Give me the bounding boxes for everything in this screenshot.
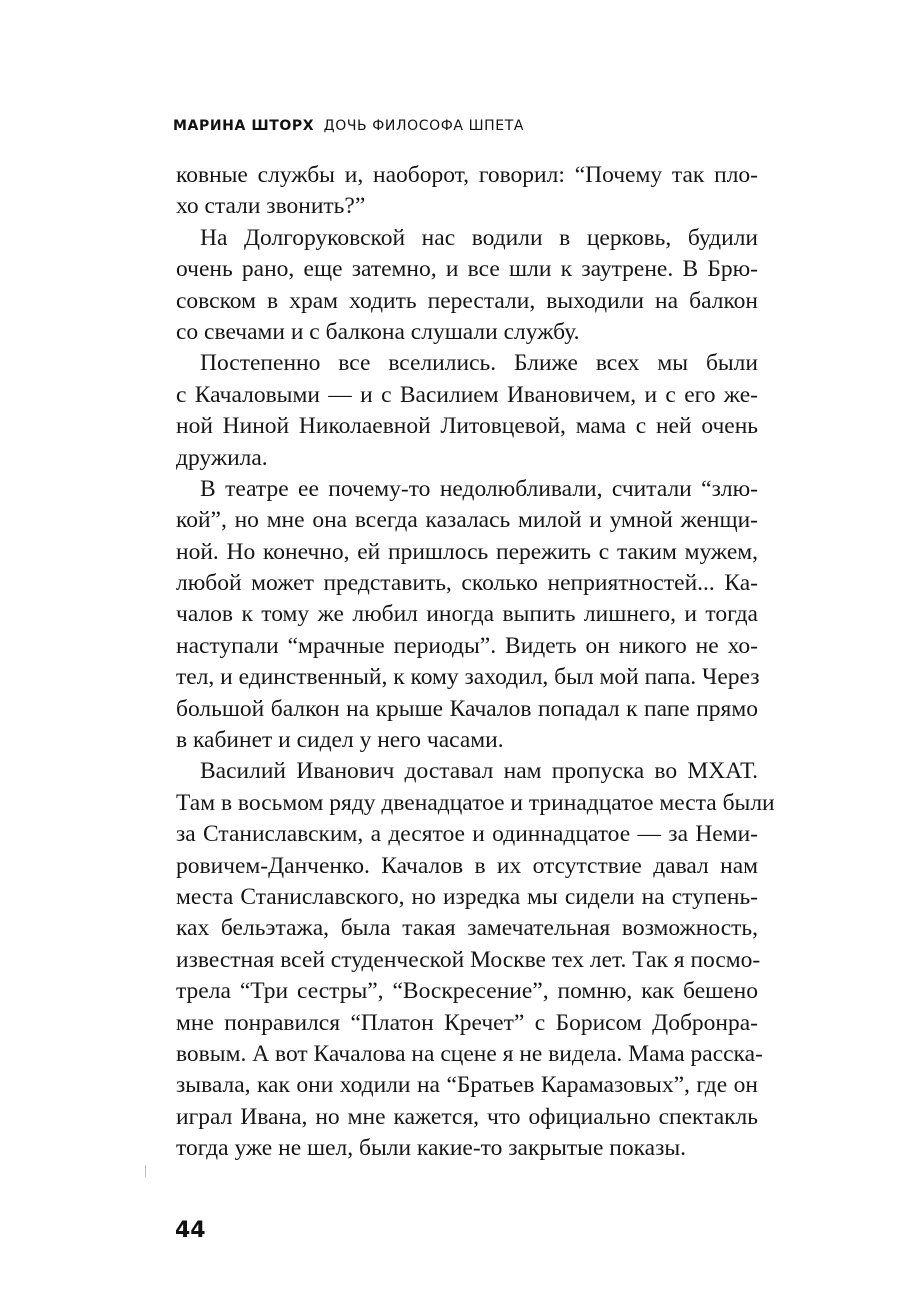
text-line: мне понравился “Платон Кречет” с Борисом Добронра- xyxy=(176,1009,758,1036)
text-line: большой балкон на крыше Качалов попадал к папе прямо xyxy=(176,695,758,722)
text-line: ках бельэтажа, была такая замечательная возможность, xyxy=(176,915,758,942)
text-line: В театре ее почему-то недолюбливали, считали “злю- xyxy=(200,475,758,502)
text-line: места Станиславского, но изредка мы сидели на ступень- xyxy=(176,883,758,910)
running-head-author: МАРИНА ШТОРХ xyxy=(173,118,315,134)
text-line: ковные службы и, наоборот, говорил: “Почему так пло- xyxy=(176,162,758,188)
text-line: с Качаловыми — и с Василием Ивановичем, и с его же- xyxy=(176,381,758,408)
paragraph xyxy=(176,474,758,757)
paragraph xyxy=(176,160,758,223)
text-line: кой”, но мне она всегда казалась милой и умной женщи- xyxy=(176,507,758,534)
text-line: Василий Иванович доставал нам пропуска во МХАТ. xyxy=(200,758,758,785)
text-line: в кабинет и сидел у него часами. xyxy=(176,727,504,754)
text-line: тел, и единственный, к кому заходил, был мой папа. Через xyxy=(176,664,760,691)
text-line: вовым. А вот Качалова на сцене я не видела. Мама расска- xyxy=(176,1040,763,1067)
text-line: ровичем-Данченко. Качалов в их отсутствие давал нам xyxy=(176,852,758,879)
paragraph xyxy=(176,223,758,349)
text-line: совском в храм ходить перестали, выходили на балкон xyxy=(176,287,758,314)
text-line: играл Ивана, но мне кажется, что официально спектакль xyxy=(176,1103,758,1130)
text-line: дружила. xyxy=(176,444,268,471)
paragraph xyxy=(176,756,775,1164)
page-number: 44 xyxy=(175,1218,206,1243)
text-line: На Долгоруковской нас водили в церковь, будили xyxy=(200,224,758,251)
paragraph xyxy=(176,348,758,474)
text-line: за Станиславским, а десятое и одиннадцатое — за Неми- xyxy=(176,821,758,848)
text-line: тогда уже не шел, были какие-то закрытые показы. xyxy=(176,1135,687,1162)
text-line: зывала, как они ходили на “Братьев Карамазовых”, где он xyxy=(176,1072,758,1099)
text-line: ной Ниной Николаевной Литовцевой, мама с ней очень xyxy=(176,413,758,440)
body-text xyxy=(176,160,775,1165)
margin-mark xyxy=(145,1165,146,1177)
text-line: очень рано, еще затемно, и все шли к заутрене. В Брю- xyxy=(176,256,758,283)
running-head-title: ДОЧЬ ФИЛОСОФА ШПЕТА xyxy=(323,118,525,134)
text-line: наступали “мрачные периоды”. Видеть он никого не хо- xyxy=(176,632,758,659)
text-line: ной. Но конечно, ей пришлось пережить с таким мужем, xyxy=(176,538,758,565)
running-head xyxy=(173,118,524,134)
text-line: чалов к тому же любил иногда выпить лишнего, и тогда xyxy=(176,601,758,628)
text-line: хо стали звонить?” xyxy=(176,193,366,220)
text-line: Постепенно все вселились. Ближе всех мы были xyxy=(200,350,758,377)
text-line: со свечами и с балкона слушали службу. xyxy=(176,318,580,345)
text-line: любой может представить, сколько неприятностей... Ка- xyxy=(176,570,758,597)
text-line: известная всей студенческой Москве тех лет. Так я посмо- xyxy=(176,946,761,973)
text-line: трела “Три сестры”, “Воскресение”, помню, как бешено xyxy=(176,978,758,1005)
text-line: Там в восьмом ряду двенадцатое и тринадцатое места были xyxy=(176,789,775,816)
